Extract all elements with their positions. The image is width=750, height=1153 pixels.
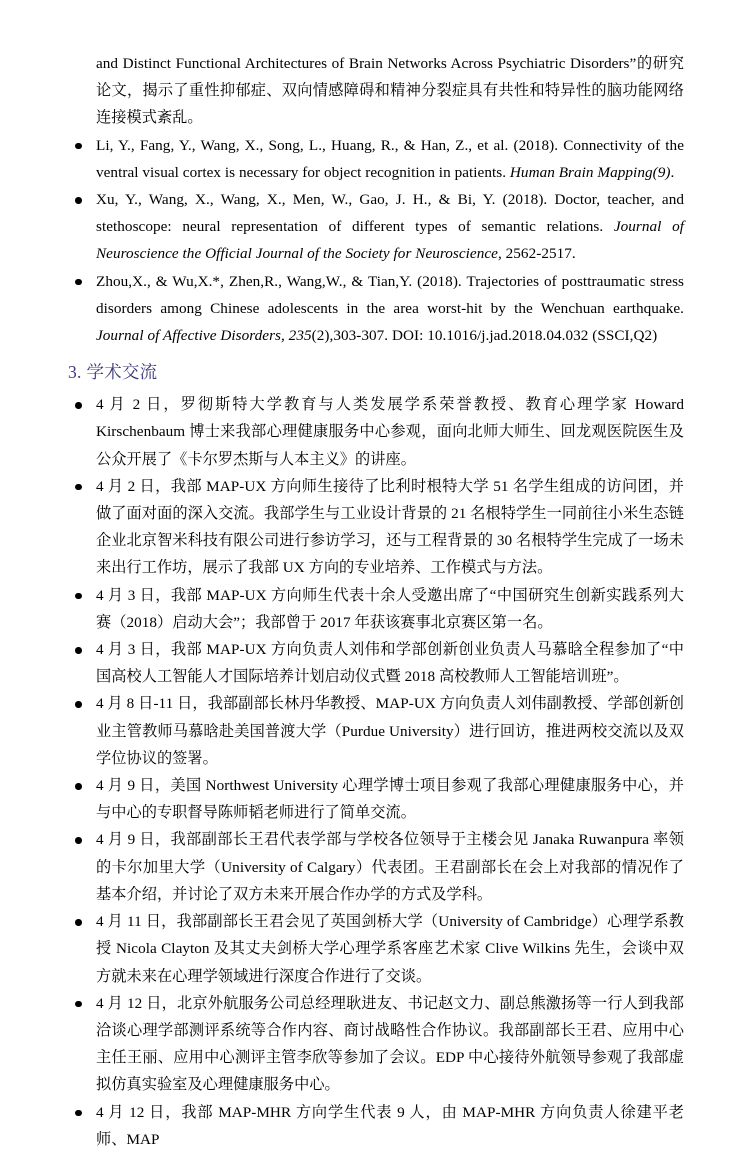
list-item: 4 月 8 日-11 日，我部副部长林丹华教授、MAP-UX 方向负责人刘伟副教授、学部创新创业主管教师马慕晗赴美国普渡大学（Purdue University）进行回访，推进两校交流以及双学位协议的签署。 — [66, 690, 684, 772]
reference-tail: . — [670, 163, 675, 181]
list-item: 4 月 9 日，美国 Northwest University 心理学博士项目参观了我部心理健康服务中心，并与中心的专职督导陈师韬老师进行了简单交流。 — [66, 772, 684, 826]
reference-text: Zhou,X., & Wu,X.*, Zhen,R., Wang,W., & Tian,Y. (2018). Trajectories of posttraumatic stress disorders among Chinese adolescents in the area worst-hit by the Wenchuan earthquake. — [96, 272, 684, 317]
section-title: 学术交流 — [86, 362, 158, 383]
continued-paragraph: and Distinct Functional Architectures of Brain Networks Across Psychiatric Disorders”的研究论文，揭示了重性抑郁症、双向情感障碍和精神分裂症具有共性和特异性的脑功能网络连接模式紊乱。 — [96, 55, 684, 127]
list-item: 4 月 3 日，我部 MAP-UX 方向师生代表十余人受邀出席了“中国研究生创新实践系列大赛（2018）启动大会”；我部曾于 2017 年获该赛事北京赛区第一名。 — [66, 582, 684, 636]
academic-exchange-list — [66, 391, 684, 1153]
reference-journal: Human Brain Mapping(9) — [509, 163, 671, 181]
list-item: 4 月 12 日，我部 MAP-MHR 方向学生代表 9 人，由 MAP-MHR 方向负责人徐建平老师、MAP — [66, 1099, 684, 1153]
list-item: 4 月 12 日，北京外航服务公司总经理耿进友、书记赵文力、副总熊激扬等一行人到我部洽谈心理学部测评系统等合作内容、商讨战略性合作协议。我部副部长王君、应用中心主任王丽、应用中心测评主管李欣等参加了会议。EDP 中心接待外航领导参观了我部虚拟仿真实验室及心理健康服务中心。 — [66, 990, 684, 1099]
reference-list — [66, 132, 684, 350]
list-item: 4 月 3 日，我部 MAP-UX 方向负责人刘伟和学部创新创业负责人马慕晗全程参加了“中国高校人工智能人才国际培养计划启动仪式暨 2018 高校教师人工智能培训班”。 — [66, 636, 684, 690]
list-item: 4 月 2 日，罗彻斯特大学教育与人类发展学系荣誉教授、教育心理学家 Howard Kirschenbaum 博士来我部心理健康服务中心参观，面向北师大师生、回龙观医院医生及公众开展了《卡尔罗杰斯与人本主义》的讲座。 — [66, 391, 684, 473]
reference-text: Li, Y., Fang, Y., Wang, X., Song, L., Huang, R., & Han, Z., et al. (2018). Connectivity of the ventral visual cortex is necessary for object recognition in patients. — [96, 136, 684, 181]
list-item: 4 月 2 日，我部 MAP-UX 方向师生接待了比利时根特大学 51 名学生组成的访问团，并做了面对面的深入交流。我部学生与工业设计背景的 21 名根特学生一同前往小米生态链企业北京智米科技有限公司进行参访学习，还与工程背景的 30 名根特学生完成了一场未来出行工作坊，展示了我部 UX 方向的专业培养、工作模式与方法。 — [66, 473, 684, 582]
list-item — [66, 132, 684, 186]
section-number: 3. — [68, 362, 82, 383]
page-content — [66, 50, 684, 1153]
reference-tail: (2),303-307. DOI: 10.1016/j.jad.2018.04.032 (SSCI,Q2) — [311, 327, 658, 345]
reference-text: Xu, Y., Wang, X., Wang, X., Men, W., Gao, J. H., & Bi, Y. (2018). Doctor, teacher, and stethoscope: neural representation of different types of semantic relations. — [96, 191, 684, 236]
list-item — [66, 268, 684, 350]
list-item — [66, 186, 684, 268]
list-item: 4 月 9 日，我部副部长王君代表学部与学校各位领导于主楼会见 Janaka Ruwanpura 率领的卡尔加里大学（University of Calgary）代表团。王君副部长在会上对我部的情况作了基本介绍，并讨论了双方未来开展合作办学的方式及学科。 — [66, 826, 684, 908]
section-heading — [66, 357, 684, 387]
list-item: 4 月 11 日，我部副部长王君会见了英国剑桥大学（University of Cambridge）心理学系教授 Nicola Clayton 及其丈夫剑桥大学心理学系客座艺术家 Clive Wilkins 先生，会谈中双方就未来在心理学领域进行深度合作进行了交谈。 — [66, 908, 684, 990]
reference-journal: Journal of Affective Disorders, 235 — [96, 327, 312, 345]
reference-tail: , 2562-2517. — [497, 245, 576, 263]
reference-journal: Journal of Neuroscience the Official Journal of the Society for Neuroscience — [96, 218, 684, 263]
